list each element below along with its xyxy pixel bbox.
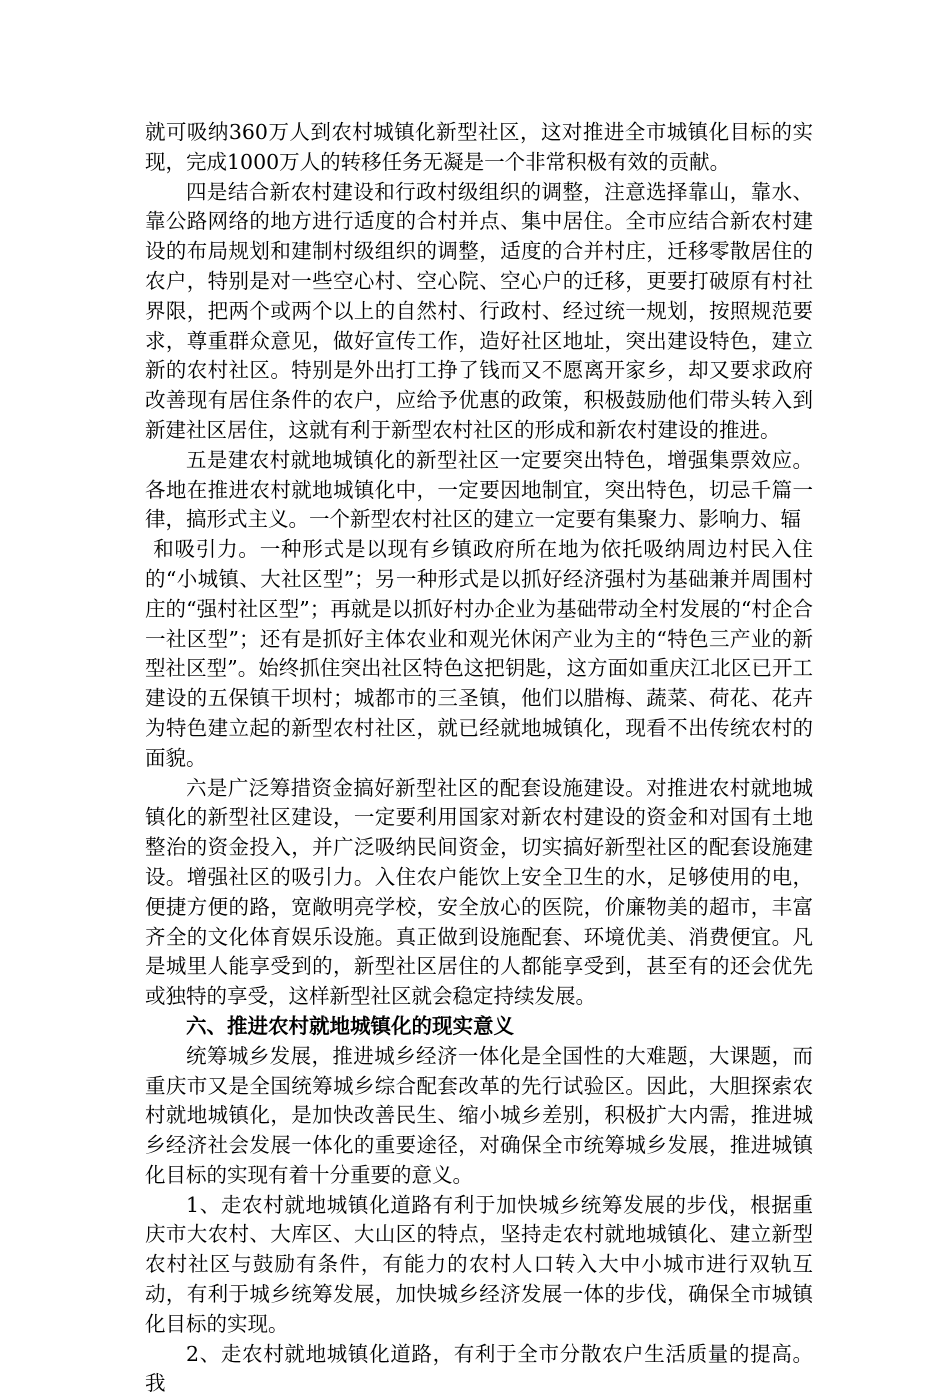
paragraph-point-five-continued: 和吸引力。一种形式是以现有乡镇政府所在地为依托吸纳周边村民入住的“小城镇、大社区型”；另一种形式是以抓好经济强村为基础兼并周围村庄的“强村社区型”；再就是以抓好村办企业为基础带动全村发展的“村企合一社区型”；还有是抓好主体农业和观光休闲产业为主的“特色三产业的新型社区型”。始终抓住突出社区特色这把钥匙，这方面如重庆江北区已开工建设的五保镇干坝村；城都市的三圣镇，他们以腊梅、蔬菜、荷花、花卉为特色建立起的新型农村社区，就已经就地城镇化，现看不出传统农村的面貌。 xyxy=(145,537,813,770)
paragraph-point-four: 四是结合新农村建设和行政村级组织的调整，注意选择靠山，靠水、靠公路网络的地方进行适度的合村并点、集中居住。全市应结合新农村建设的布局规划和建制村级组织的调整，适度的合并村庄，迁移零散居住的农户，特别是对一些空心村、空心院、空心户的迁移，更要打破原有村社界限，把两个或两个以上的自然村、行政村、经过统一规划，按照规范要求，尊重群众意见，做好宣传工作，造好社区地址，突出建设特色，建立新的农村社区。特别是外出打工挣了钱而又不愿离开家乡，却又要求政府改善现有居住条件的农户，应给予优惠的政策，积极鼓励他们带头转入到新建社区居住，这就有利于新型农村社区的形成和新农村建设的推进。 xyxy=(145,179,813,442)
paragraph-item-two: 2、走农村就地城镇化道路，有利于全市分散农户生活质量的提高。我 xyxy=(145,1341,813,1396)
document-page xyxy=(145,118,813,1399)
paragraph-intro: 统筹城乡发展，推进城乡经济一体化是全国性的大难题，大课题，而重庆市又是全国统筹城乡综合配套改革的先行试验区。因此，大胆探索农村就地城镇化，是加快改善民生、缩小城乡差别，积极扩大内需，推进城乡经济社会发展一体化的重要途径，对确保全市统筹城乡发展，推进城镇化目标的实现有着十分重要的意义。 xyxy=(145,1043,813,1187)
paragraph-point-six: 六是广泛筹措资金搞好新型社区的配套设施建设。对推进农村就地城镇化的新型社区建设，一定要利用国家对新农村建设的资金和对国有土地整治的资金投入，并广泛吸纳民间资金，切实搞好新型社区的配套设施建设。增强社区的吸引力。入住农户能饮上安全卫生的水，足够使用的电，便捷方便的路，宽敞明亮学校，安全放心的医院，价廉物美的超市，丰富齐全的文化体育娱乐设施。真正做到设施配套、环境优美、消费便宜。凡是城里人能享受到的，新型社区居住的人都能享受到，甚至有的还会优先或独特的享受，这样新型社区就会稳定持续发展。 xyxy=(145,775,813,1009)
paragraph-continuation: 就可吸纳360万人到农村城镇化新型社区，这对推进全市城镇化目标的实现，完成1000万人的转移任务无凝是一个非常积极有效的贡献。 xyxy=(145,120,813,174)
section-heading: 六、推进农村就地城镇化的现实意义 xyxy=(186,1013,514,1038)
paragraph-item-one: 1、走农村就地城镇化道路有利于加快城乡统筹发展的步伐，根据重庆市大农村、大库区、大山区的特点，坚持走农村就地城镇化、建立新型农村社区与鼓励有条件，有能力的农村人口转入大中小城市进行双轨互动，有利于城乡统筹发展，加快城乡经济发展一体的步伐，确保全市城镇化目标的实现。 xyxy=(145,1192,813,1336)
paragraph-point-five: 五是建农村就地城镇化的新型社区一定要突出特色，增强集票效应。各地在推进农村就地城镇化中，一定要因地制宜，突出特色，切忌千篇一律，搞形式主义。一个新型农村社区的建立一定要有集聚力、影响力、辐 xyxy=(145,447,813,532)
